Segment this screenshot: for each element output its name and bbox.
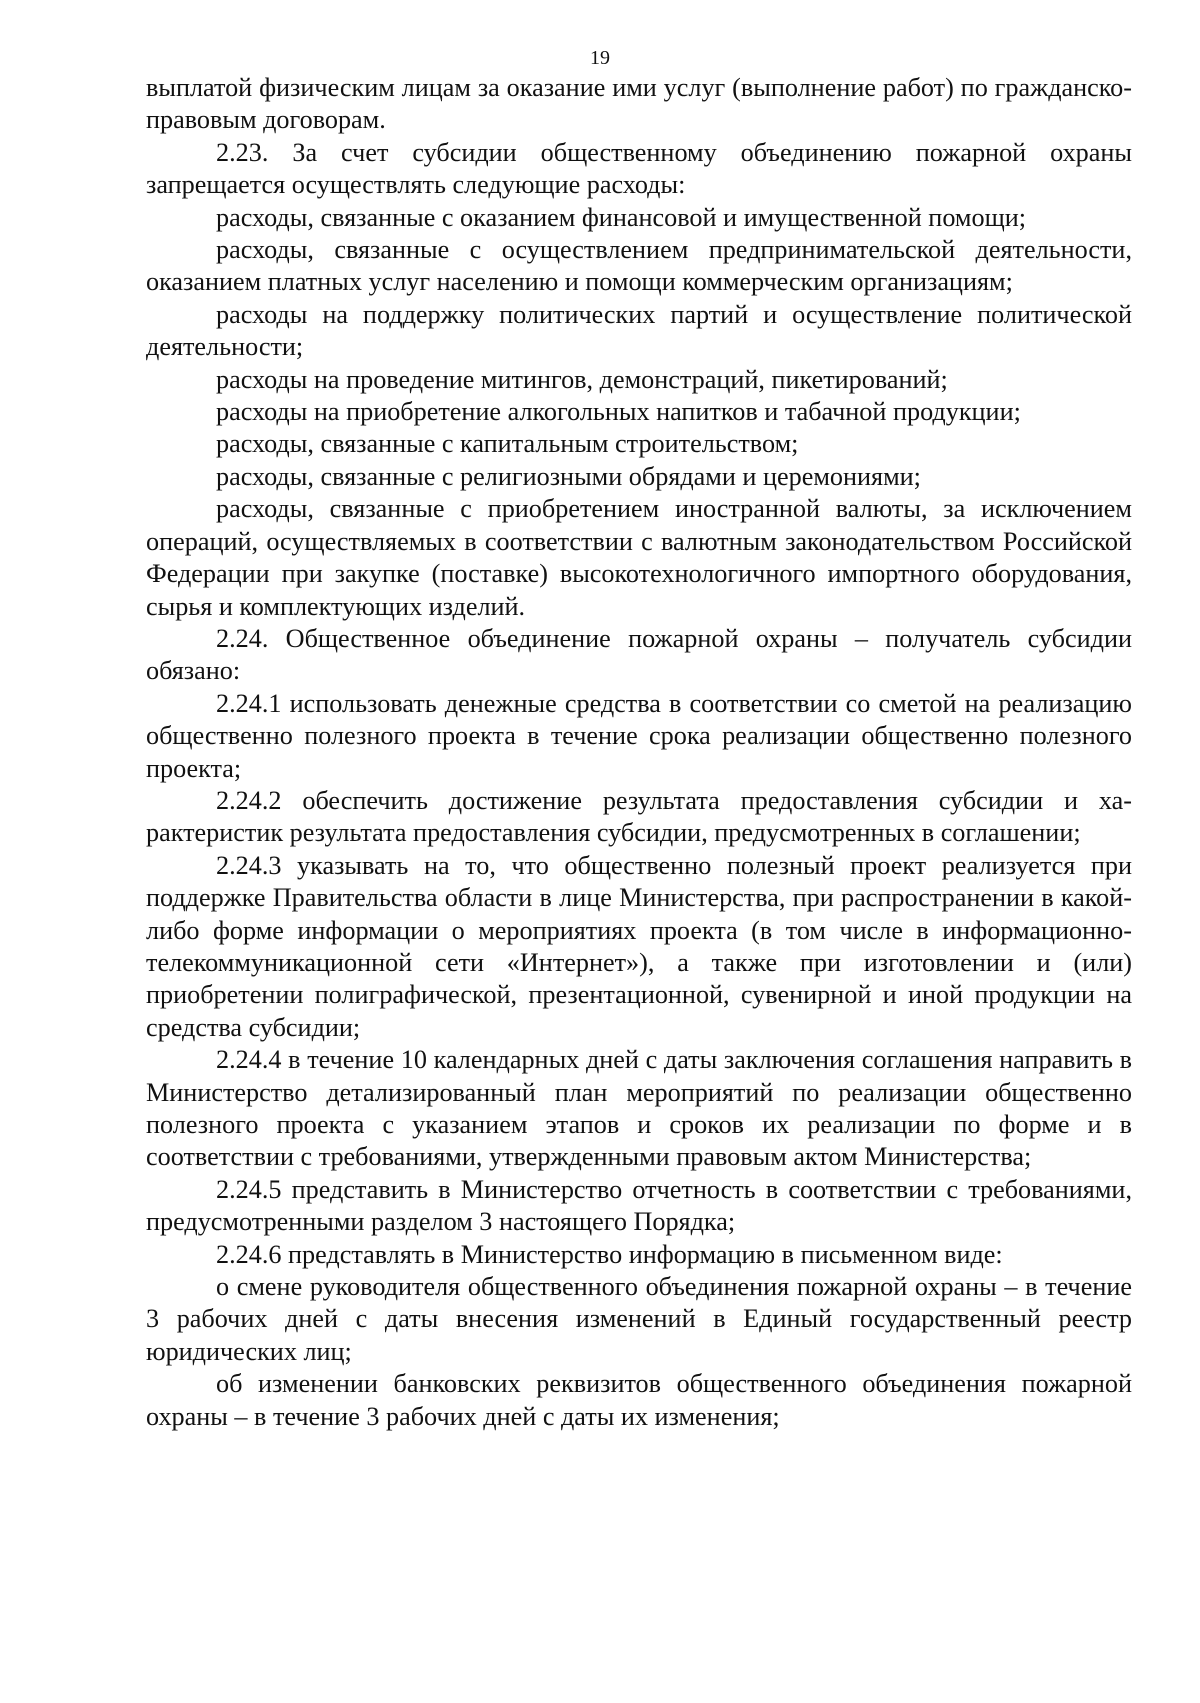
paragraph: расходы, связанные с религиозными обрядами и церемониями; xyxy=(216,461,921,491)
paragraph: расходы, связанные с приобретением иностранной валюты, за исключением операций, осуществляемых в соответствии с валютным законодательством Российской Федерации при закупке (поставке) высокотехнологичного импортного оборудования, сырья и комплектующих изделий. xyxy=(146,494,1132,621)
page-number: 19 xyxy=(590,47,610,69)
paragraph: расходы на приобретение алкогольных напитков и табачной продукции; xyxy=(216,397,1021,427)
paragraph: выплатой физическим лицам за оказание ими услуг (выполнение работ) по гражданско-правовым договорам. xyxy=(146,73,1132,135)
paragraph: расходы на поддержку политических партий и осуществление политической деятельности; xyxy=(146,299,1132,362)
paragraph: 2.24.5 представить в Министерство отчетность в соответствии с требованиями, предусмотренными разделом 3 настоящего Порядка; xyxy=(146,1174,1132,1237)
paragraph: о смене руководителя общественного объединения пожарной охраны – в течение 3 рабочих дней с даты внесения изменений в Единый государственный реестр юридических лиц; xyxy=(146,1272,1132,1366)
paragraph: 2.24.6 представлять в Министерство информацию в письменном виде: xyxy=(216,1239,1003,1269)
paragraph: 2.24.1 использовать денежные средства в соответствии со сметой на реализацию общественно полезного проекта в течение срока реализации общественно полезного проекта; xyxy=(146,688,1132,783)
paragraph: расходы, связанные с капитальным строительством; xyxy=(216,429,799,459)
document-body xyxy=(146,72,1132,1433)
paragraph: 2.23. За счет субсидии общественному объединению пожарной охраны запрещается осуществлять следующие расходы: xyxy=(146,137,1132,200)
paragraph: 2.24.2 обеспечить достижение результата предоставления субсидии и характеристик результата предоставления субсидии, предусмотренных в соглашении; xyxy=(146,785,1132,848)
paragraph: расходы на проведение митингов, демонстраций, пикетирований; xyxy=(216,364,948,394)
paragraph: расходы, связанные с осуществлением предпринимательской деятельности, оказанием платных услуг населению и помощи коммерческим организациям; xyxy=(146,235,1132,297)
paragraph: расходы, связанные с оказанием финансовой и имущественной помощи; xyxy=(216,202,1027,232)
paragraph: 2.24.4 в течение 10 календарных дней с даты заключения соглашения направить в Министерство детализированный план мероприятий по реализации общественно полезного проекта с указанием этапов и сроков их реализации по форме и в соответствии с требованиями, утвержденными правовым актом Министерства; xyxy=(146,1045,1132,1172)
paragraph: 2.24.3 указывать на то, что общественно полезный проект реализуется при поддержке Правительства области в лице Министерства, при распространении в какой-либо форме информации о мероприятиях проекта (в том числе в информационно-телекоммуникационной сети «Интернет»), а также при изготовлении и (или) приобретении полиграфической, презентационной, сувенирной и иной продукции на средства субсидии; xyxy=(146,850,1132,1042)
paragraph: 2.24. Общественное объединение пожарной охраны – получатель субсидии обязано: xyxy=(146,623,1132,686)
paragraph: об изменении банковских реквизитов общественного объединения пожарной охраны – в течение 3 рабочих дней с даты их изменения; xyxy=(146,1369,1132,1431)
